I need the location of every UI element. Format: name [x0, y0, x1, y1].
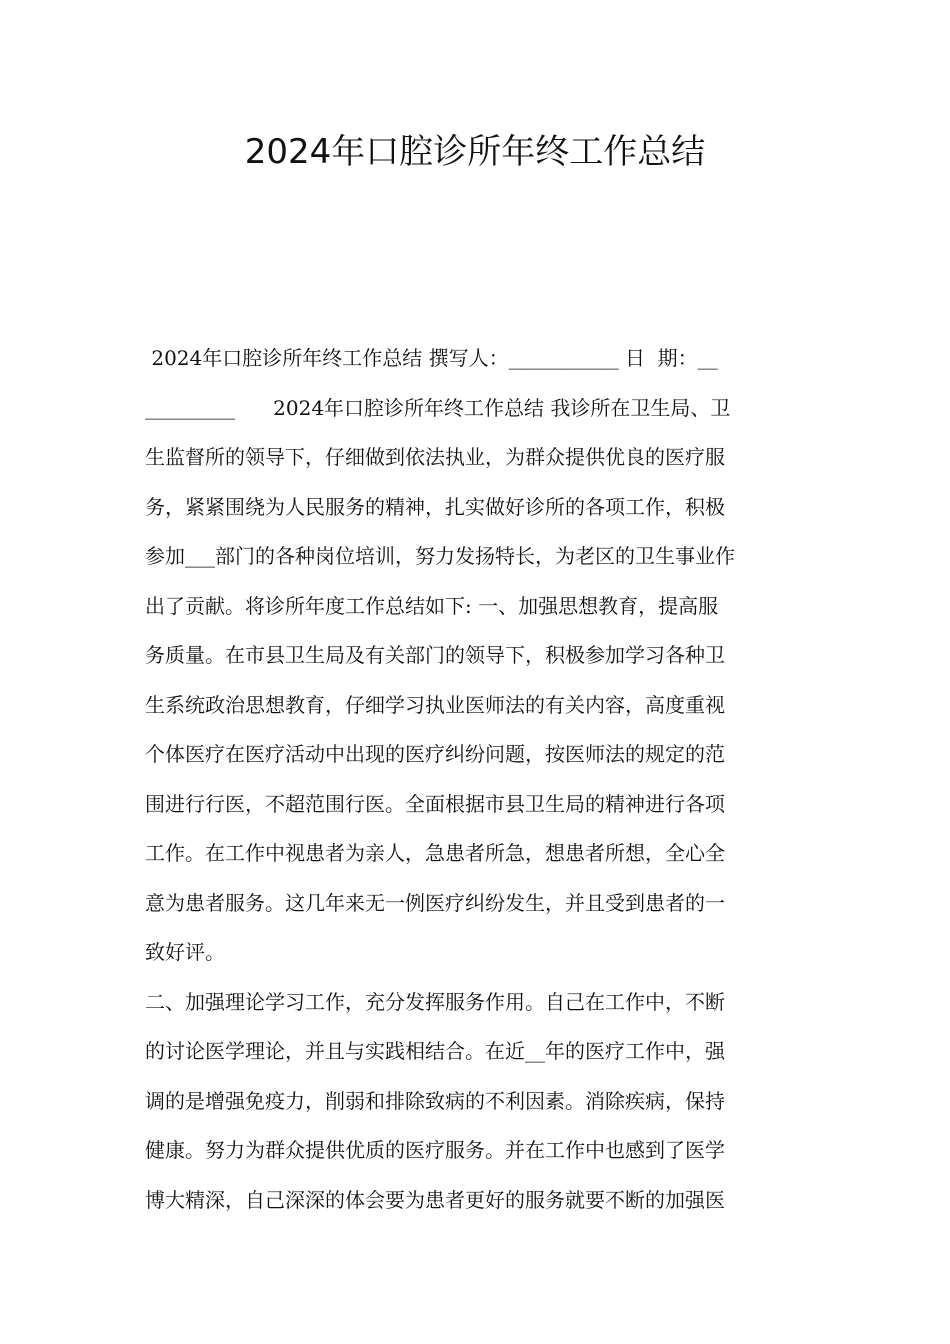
body-line: 的讨论医学理论，并且与实践相结合。在近__年的医疗工作中，强: [145, 1039, 725, 1063]
body-line: 生系统政治思想教育，仔细学习执业医师法的有关内容，高度重视: [145, 692, 725, 717]
document-title: 2024年口腔诊所年终工作总结: [244, 132, 706, 172]
body-line: 参加___部门的各种岗位培训，努力发扬特长，为老区的卫生事业作: [145, 544, 735, 568]
document-body: [145, 334, 807, 1225]
body-line: 调的是增强免疫力，削弱和排除致病的不利因素。消除疾病，保持: [145, 1088, 725, 1113]
body-line: 工作。在工作中视患者为亲人，急患者所急，想患者所想，全心全: [145, 841, 725, 865]
body-line: 意为患者服务。这几年来无一例医疗纠纷发生，并且受到患者的一: [145, 890, 725, 915]
body-line: 围进行行医，不超范围行医。全面根据市县卫生局的精神进行各项: [145, 791, 725, 816]
body-line: 健康。努力为群众提供优质的医疗服务。并在工作中也感到了医学: [145, 1138, 725, 1162]
body-line: 二、加强理论学习工作，充分发挥服务作用。自己在工作中，不断: [145, 989, 725, 1014]
body-line: 2024年口腔诊所年终工作总结 撰写人：___________ 日 期：__: [145, 346, 718, 370]
body-line: 出了贡献。将诊所年度工作总结如下: 一、加强思想教育，提高服: [145, 593, 719, 618]
body-line: 致好评。: [145, 940, 225, 964]
body-line: 务质量。在市县卫生局及有关部门的领导下，积极参加学习各种卫: [145, 643, 725, 667]
body-line: _________ 2024年口腔诊所年终工作总结 我诊所在卫生局、卫: [145, 395, 731, 420]
body-line: 个体医疗在医疗活动中出现的医疗纠纷问题，按医师法的规定的范: [145, 742, 725, 766]
body-line: 博大精深，自己深深的体会要为患者更好的服务就要不断的加强医: [145, 1187, 725, 1212]
body-line: 务，紧紧围绕为人民服务的精神，扎实做好诊所的各项工作，积极: [145, 494, 725, 519]
body-line: 生监督所的领导下，仔细做到依法执业，为群众提供优良的医疗服: [145, 445, 725, 469]
